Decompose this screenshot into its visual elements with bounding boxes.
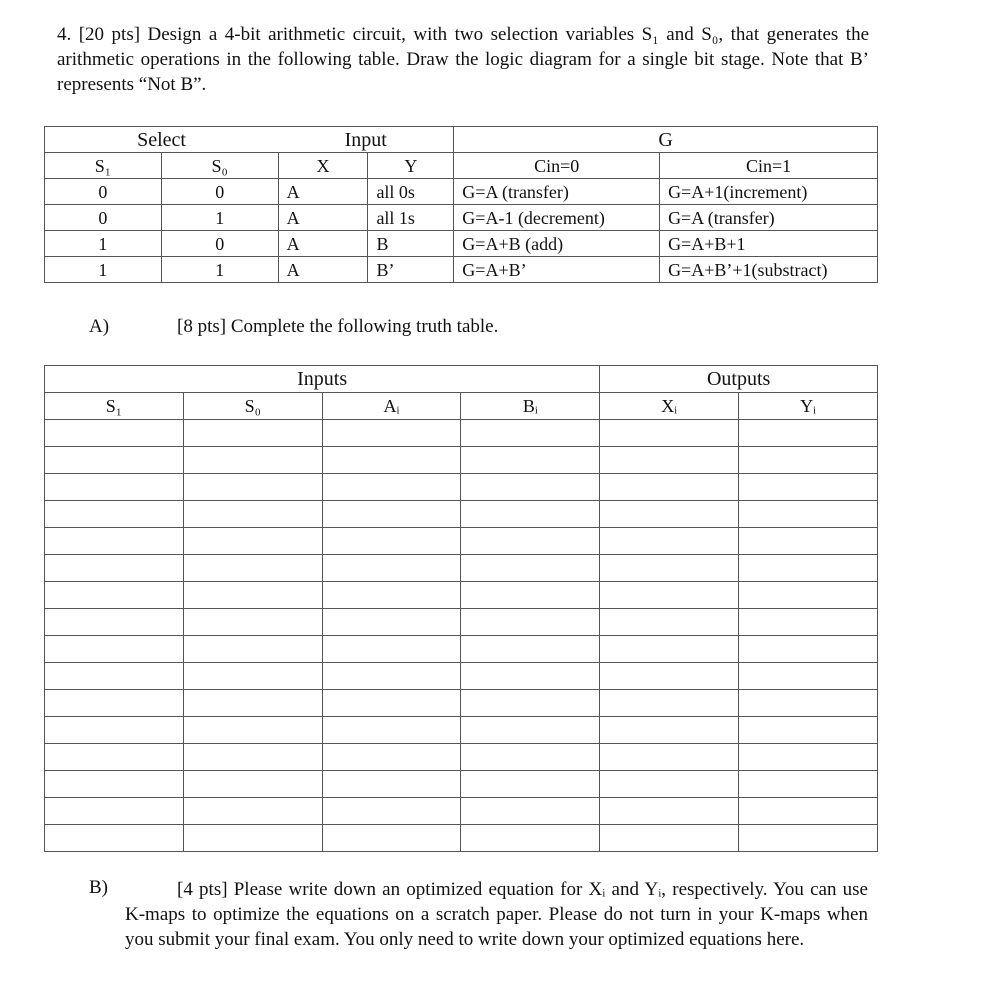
ops-cell-s1: 1 [45,231,162,257]
ops-row [45,231,878,257]
ops-header-g: G [454,127,878,153]
truth-col-header-row [45,393,878,420]
truth-row [45,663,878,690]
truth-col-yi: Yᵢ [739,393,878,420]
truth-row [45,420,878,447]
ops-col-s1: S₁ [45,153,162,179]
ops-cell-s0: 1 [161,205,278,231]
truth-header-inputs: Inputs [45,366,600,393]
ops-cell-cin0: G=A+B (add) [454,231,660,257]
question-number: 4. [57,24,72,45]
ops-col-cin0: Cin=0 [454,153,660,179]
ops-col-s0: S₀ [161,153,278,179]
truth-row [45,798,878,825]
truth-row [45,609,878,636]
ops-cell-s1: 0 [45,205,162,231]
ops-cell-s0: 0 [161,231,278,257]
ops-cell-y: B [368,231,454,257]
part-a-instruction: [8 pts] Complete the following truth table. [177,316,499,337]
truth-row [45,690,878,717]
ops-cell-s0: 0 [161,179,278,205]
ops-row [45,179,878,205]
ops-cell-cin0: G=A (transfer) [454,179,660,205]
truth-col-s1: S₁ [45,393,184,420]
truth-col-xi: Xᵢ [600,393,739,420]
ops-col-y: Y [368,153,454,179]
truth-row [45,582,878,609]
ops-cell-x: A [278,257,368,283]
ops-col-x: X [278,153,368,179]
ops-cell-s1: 1 [45,257,162,283]
truth-row [45,501,878,528]
ops-cell-cin1: G=A+B+1 [660,231,878,257]
ops-cell-cin1: G=A (transfer) [660,205,878,231]
ops-header-select: Select [45,127,279,153]
ops-col-header-row [45,153,878,179]
truth-row [45,771,878,798]
question-intro [57,22,869,97]
truth-row [45,555,878,582]
ops-cell-cin1: G=A+B’+1(substract) [660,257,878,283]
ops-cell-x: A [278,205,368,231]
ops-cell-cin0: G=A+B’ [454,257,660,283]
truth-header-outputs: Outputs [600,366,878,393]
truth-col-ai: Aᵢ [322,393,461,420]
truth-group-header-row [45,366,878,393]
truth-row [45,447,878,474]
ops-cell-y: B’ [368,257,454,283]
part-a-label: A) [89,316,110,337]
truth-col-bi: Bᵢ [461,393,600,420]
ops-cell-s1: 0 [45,179,162,205]
truth-table [44,365,878,852]
ops-group-header-row [45,127,878,153]
ops-header-input: Input [278,127,454,153]
question-points: [20 pts] [78,24,141,45]
truth-row [45,528,878,555]
truth-row [45,744,878,771]
ops-row [45,205,878,231]
part-b-instruction [125,877,868,952]
ops-col-cin1: Cin=1 [660,153,878,179]
operations-table [44,126,878,283]
question-text: Design a 4-bit arithmetic circuit, with two selection variables S₁ and S₀, that generates the arithmetic operations in the following table. Draw the logic diagram for a single bit stage. Note that B’ represents “Not B”. [57,24,870,95]
ops-cell-x: A [278,179,368,205]
truth-row [45,474,878,501]
ops-cell-cin0: G=A-1 (decrement) [454,205,660,231]
truth-col-s0: S₀ [183,393,322,420]
truth-row [45,825,878,852]
ops-cell-y: all 0s [368,179,454,205]
ops-cell-s0: 1 [161,257,278,283]
truth-row [45,717,878,744]
ops-cell-cin1: G=A+1(increment) [660,179,878,205]
ops-cell-x: A [278,231,368,257]
truth-table-body [45,420,878,852]
ops-cell-y: all 1s [368,205,454,231]
part-b-text: [4 pts] Please write down an optimized equation for Xᵢ and Yᵢ, respectively. You can use K-maps to optimize the equations on a scratch paper. Please do not turn in your K-maps when you submit your final exam. You only need to write down your optimized equations here. [125,879,868,950]
ops-row [45,257,878,283]
truth-row [45,636,878,663]
part-b-label: B) [89,877,108,898]
